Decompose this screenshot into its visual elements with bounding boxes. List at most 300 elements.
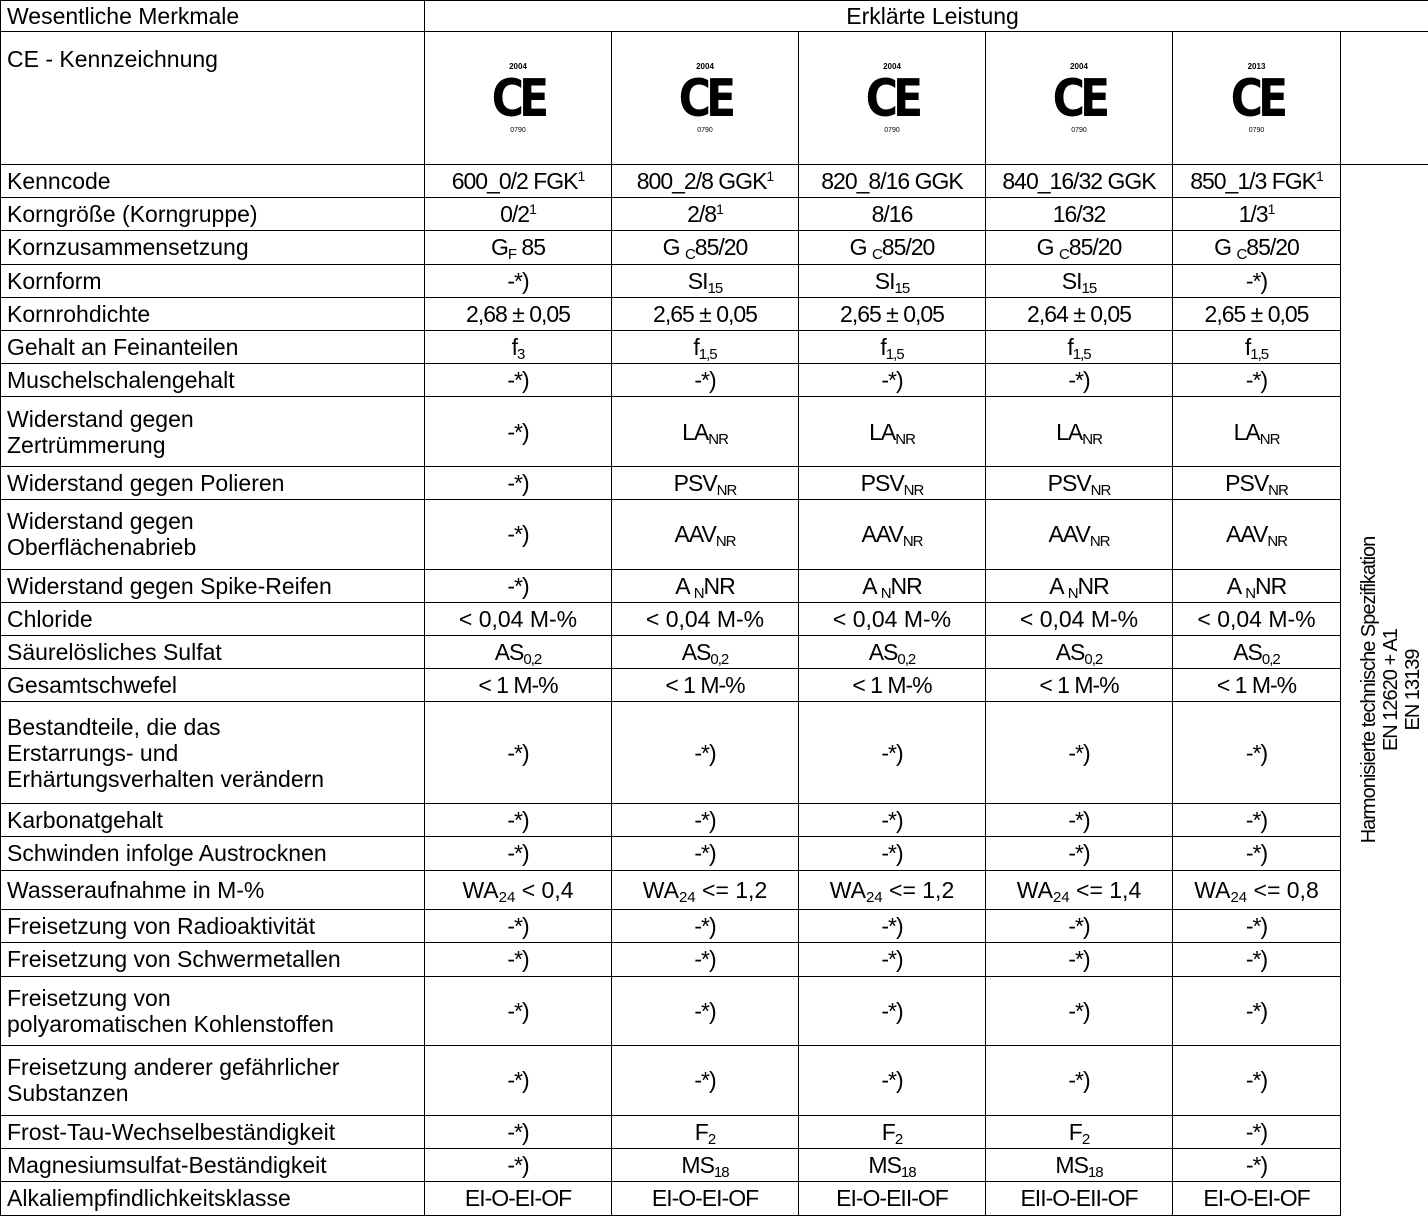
value-cell [1173, 1115, 1341, 1148]
value-text: f [512, 334, 517, 360]
value-text: WA [1194, 877, 1230, 903]
table-row [1, 837, 1428, 870]
value-subscript: 3 [517, 346, 524, 363]
value-text: -*) [1068, 740, 1089, 766]
value-text: -*) [881, 367, 902, 393]
ce-mark-year: 2013 [1248, 62, 1266, 72]
value-subscript: 18 [901, 1164, 916, 1181]
value-text: -*) [694, 946, 715, 972]
value-text: -*) [1246, 946, 1267, 972]
value-cell [1173, 364, 1341, 397]
value-subscript: 0,2 [1262, 651, 1280, 668]
value-cell [986, 1182, 1173, 1215]
value-text: AAV [1049, 521, 1090, 547]
value-cell [425, 804, 612, 837]
table-row [1, 943, 1428, 976]
value-text: -*) [1246, 913, 1267, 939]
value-cell [1173, 702, 1341, 804]
value-text: 16/32 [1053, 201, 1106, 227]
ce-mark-number: 0790 [1071, 126, 1087, 135]
value-text: 600_0/2 FGK [452, 168, 578, 194]
footnote-marker: 1 [1268, 201, 1275, 217]
value-cell [612, 231, 799, 264]
table-row [1, 1182, 1428, 1215]
value-subscript: N [881, 585, 891, 602]
row-label: Widerstand gegen Polieren [1, 466, 425, 499]
value-cell [612, 702, 799, 804]
value-cell [799, 569, 986, 602]
ce-label: CE - Kennzeichnung [1, 32, 425, 165]
value-cell [1173, 837, 1341, 870]
value-cell [986, 165, 1173, 198]
value-text: 2,65 ± 0,05 [1205, 301, 1309, 327]
value-cell [799, 231, 986, 264]
table-row [1, 910, 1428, 943]
value-text: WA [830, 877, 866, 903]
value-text: -*) [1246, 740, 1267, 766]
value-text: AAV [675, 521, 716, 547]
row-label: Widerstand gegen Spike-Reifen [1, 569, 425, 602]
row-label: Widerstand gegen Zertrümmerung [1, 397, 425, 467]
value-suffix: < 0,4 [515, 877, 573, 903]
value-subscript: 24 [866, 889, 883, 906]
value-cell [425, 636, 612, 669]
table-row [1, 165, 1428, 198]
value-cell [425, 500, 612, 570]
value-subscript: 15 [1082, 280, 1097, 297]
value-cell [425, 330, 612, 363]
value-cell [799, 943, 986, 976]
value-cell [612, 870, 799, 910]
ce-mark-cell [986, 32, 1173, 165]
value-text: < 0,04 M-% [1020, 606, 1138, 632]
ce-mark-year: 2004 [696, 62, 714, 72]
value-cell [612, 943, 799, 976]
value-cell [986, 1115, 1173, 1148]
value-text: < 1 M-% [1039, 672, 1118, 698]
value-text: -*) [507, 840, 528, 866]
row-label: Freisetzung von Radioaktivität [1, 910, 425, 943]
value-suffix: NR [704, 573, 735, 599]
value-cell [612, 910, 799, 943]
value-text: < 0,04 M-% [833, 606, 951, 632]
value-subscript: NR [1260, 431, 1280, 448]
row-label: Muschelschalengehalt [1, 364, 425, 397]
spec-line: EN 13139 [1402, 537, 1424, 844]
value-subscript: F [508, 246, 516, 263]
value-subscript: NR [708, 431, 728, 448]
value-text: -*) [507, 807, 528, 833]
value-cell [425, 264, 612, 297]
value-subscript: 18 [714, 1164, 729, 1181]
value-text: SI [1062, 268, 1082, 294]
value-subscript: 2 [708, 1131, 715, 1148]
value-text: -*) [507, 1067, 528, 1093]
value-text: f [1067, 334, 1072, 360]
ce-mark-cell [425, 32, 612, 165]
value-subscript: NR [1268, 482, 1288, 499]
value-cell [986, 1046, 1173, 1116]
value-text: MS [1055, 1152, 1088, 1178]
value-text: MS [868, 1152, 901, 1178]
value-cell [1173, 264, 1341, 297]
value-text: -*) [507, 470, 528, 496]
ce-mark-number: 0790 [1249, 126, 1265, 135]
value-text: -*) [1246, 840, 1267, 866]
value-cell [612, 804, 799, 837]
value-cell [1173, 569, 1341, 602]
value-text: WA [1017, 877, 1053, 903]
value-text: AAV [1226, 521, 1267, 547]
value-text: AS [1056, 639, 1085, 665]
row-label: Säurelösliches Sulfat [1, 636, 425, 669]
value-text: AS [495, 639, 524, 665]
value-cell [612, 1148, 799, 1181]
value-text: PSV [1225, 470, 1268, 496]
value-cell [799, 165, 986, 198]
value-text: < 1 M-% [478, 672, 557, 698]
value-subscript: 1,5 [886, 346, 904, 363]
value-text: -*) [694, 807, 715, 833]
value-cell [986, 870, 1173, 910]
value-subscript: 0,2 [523, 651, 541, 668]
value-cell [1173, 804, 1341, 837]
table-row [1, 1148, 1428, 1181]
value-subscript: NR [1091, 482, 1111, 499]
value-text: EI-O-EI-OF [465, 1185, 571, 1211]
value-subscript: NR [1090, 533, 1110, 550]
value-cell [1173, 1182, 1341, 1215]
footnote-marker: 1 [716, 201, 723, 217]
value-cell [799, 602, 986, 635]
ce-mark-number: 0790 [510, 126, 526, 135]
value-cell [1173, 602, 1341, 635]
value-text: WA [643, 877, 679, 903]
value-text: F [695, 1119, 708, 1145]
value-cell [799, 466, 986, 499]
value-cell [799, 1148, 986, 1181]
value-cell [425, 1182, 612, 1215]
value-cell [612, 1046, 799, 1116]
value-subscript: NR [716, 533, 736, 550]
value-cell [986, 669, 1173, 702]
value-subscript: 2 [895, 1131, 902, 1148]
value-suffix: <= 1,2 [696, 877, 768, 903]
table-row [1, 466, 1428, 499]
value-cell [612, 837, 799, 870]
row-label: Gehalt an Feinanteilen [1, 330, 425, 363]
value-cell [425, 943, 612, 976]
value-subscript: N [694, 585, 704, 602]
row-label: Kornform [1, 264, 425, 297]
value-text: SI [875, 268, 895, 294]
value-cell [1173, 231, 1341, 264]
row-label: Alkaliempfindlichkeitsklasse [1, 1182, 425, 1215]
table-row [1, 330, 1428, 363]
value-cell [425, 976, 612, 1046]
value-cell [799, 364, 986, 397]
value-text: MS [681, 1152, 714, 1178]
row-label: Kenncode [1, 165, 425, 198]
row-label: Widerstand gegen Oberflächenabrieb [1, 500, 425, 570]
value-cell [1173, 669, 1341, 702]
value-suffix: <= 1,2 [883, 877, 955, 903]
value-text: -*) [507, 740, 528, 766]
value-text: -*) [1246, 1119, 1267, 1145]
row-label: Freisetzung von polyaromatischen Kohlenstoffen [1, 976, 425, 1046]
harmonized-spec-text [1358, 537, 1424, 844]
ce-row [1, 32, 1428, 165]
value-cell [799, 669, 986, 702]
row-label: Bestandteile, die das Erstarrungs- und Erhärtungsverhalten verändern [1, 702, 425, 804]
ce-mark-logo: CE [866, 72, 918, 126]
value-text: -*) [507, 1152, 528, 1178]
value-text: 1/3 [1239, 201, 1268, 227]
value-text: -*) [507, 268, 528, 294]
value-text: G [663, 234, 685, 260]
value-text: -*) [1246, 367, 1267, 393]
row-label: Kornrohdichte [1, 297, 425, 330]
value-text: -*) [1068, 946, 1089, 972]
value-text: AS [1233, 639, 1262, 665]
value-text: 2/8 [687, 201, 716, 227]
value-cell [799, 636, 986, 669]
value-text: -*) [507, 367, 528, 393]
value-suffix: 85/20 [695, 234, 748, 260]
value-cell [986, 804, 1173, 837]
value-text: -*) [1068, 998, 1089, 1024]
value-cell [986, 702, 1173, 804]
value-text: -*) [694, 740, 715, 766]
value-cell [1173, 466, 1341, 499]
value-cell [425, 165, 612, 198]
value-text: f [693, 334, 698, 360]
value-cell [1173, 198, 1341, 231]
value-text: < 1 M-% [665, 672, 744, 698]
value-cell [986, 330, 1173, 363]
ce-mark-logo: CE [679, 72, 731, 126]
value-cell [425, 364, 612, 397]
value-cell [986, 910, 1173, 943]
value-cell [612, 636, 799, 669]
value-cell [986, 569, 1173, 602]
value-text: -*) [1068, 1067, 1089, 1093]
table-row [1, 1046, 1428, 1116]
value-cell [612, 466, 799, 499]
value-cell [612, 1115, 799, 1148]
value-text: PSV [674, 470, 717, 496]
value-cell [1173, 976, 1341, 1046]
ce-mark-number: 0790 [884, 126, 900, 135]
spec-line: EN 12620 + A1 [1380, 537, 1402, 844]
value-text: AS [682, 639, 711, 665]
value-text: -*) [1246, 807, 1267, 833]
header-row [1, 1, 1428, 32]
value-text: 2,65 ± 0,05 [840, 301, 944, 327]
value-text: < 0,04 M-% [646, 606, 764, 632]
value-suffix: 85/20 [882, 234, 935, 260]
value-text: A [675, 573, 693, 599]
value-text: PSV [1048, 470, 1091, 496]
value-cell [986, 837, 1173, 870]
value-cell [612, 397, 799, 467]
value-subscript: 2 [1082, 1131, 1089, 1148]
value-text: < 1 M-% [1217, 672, 1296, 698]
value-suffix: 85/20 [1069, 234, 1122, 260]
value-text: -*) [1246, 1067, 1267, 1093]
value-subscript: 1,5 [1250, 346, 1268, 363]
value-cell [986, 297, 1173, 330]
value-text: f [880, 334, 885, 360]
ce-mark-year: 2004 [1070, 62, 1088, 72]
value-text: -*) [694, 1067, 715, 1093]
value-cell [425, 602, 612, 635]
value-cell [799, 198, 986, 231]
ce-mark-icon [425, 39, 611, 157]
value-subscript: C [685, 246, 695, 263]
value-text: -*) [694, 840, 715, 866]
value-cell [1173, 297, 1341, 330]
value-cell [986, 1148, 1173, 1181]
value-subscript: 24 [1053, 889, 1070, 906]
value-suffix: 85 [516, 234, 545, 260]
value-subscript: 0,2 [1084, 651, 1102, 668]
value-cell [425, 569, 612, 602]
value-cell [1173, 330, 1341, 363]
value-text: -*) [694, 367, 715, 393]
ce-mark-year: 2004 [509, 62, 527, 72]
value-subscript: 24 [1230, 889, 1247, 906]
table-row [1, 804, 1428, 837]
value-cell [799, 297, 986, 330]
value-cell [612, 364, 799, 397]
value-text: LA [1234, 419, 1260, 445]
value-suffix: NR [891, 573, 922, 599]
value-text: -*) [881, 1067, 902, 1093]
row-label: Korngröße (Korngruppe) [1, 198, 425, 231]
value-text: LA [869, 419, 895, 445]
value-text: -*) [507, 1119, 528, 1145]
value-text: -*) [1068, 367, 1089, 393]
footnote-marker: 1 [1316, 168, 1323, 184]
value-text: < 0,04 M-% [1197, 606, 1315, 632]
value-text: -*) [881, 998, 902, 1024]
value-cell [986, 264, 1173, 297]
value-text: -*) [881, 913, 902, 939]
row-label: Freisetzung von Schwermetallen [1, 943, 425, 976]
value-text: -*) [507, 913, 528, 939]
value-cell [986, 397, 1173, 467]
value-cell [425, 837, 612, 870]
value-text: G [491, 234, 508, 260]
value-text: LA [1056, 419, 1082, 445]
value-cell [799, 397, 986, 467]
value-text: 2,65 ± 0,05 [653, 301, 757, 327]
value-cell [799, 910, 986, 943]
value-cell [1173, 870, 1341, 910]
value-cell [612, 1182, 799, 1215]
value-cell [425, 702, 612, 804]
value-cell [425, 231, 612, 264]
value-text: -*) [1246, 1152, 1267, 1178]
value-subscript: NR [904, 482, 924, 499]
value-text: F [882, 1119, 895, 1145]
value-cell [1173, 910, 1341, 943]
value-cell [799, 330, 986, 363]
table-row [1, 198, 1428, 231]
value-cell [986, 500, 1173, 570]
value-cell [986, 364, 1173, 397]
value-cell [986, 231, 1173, 264]
value-cell [986, 466, 1173, 499]
value-text: 850_1/3 FGK [1190, 168, 1316, 194]
value-text: -*) [881, 807, 902, 833]
value-text: -*) [1246, 998, 1267, 1024]
value-subscript: NR [1267, 533, 1287, 550]
value-cell [425, 1046, 612, 1116]
value-suffix: <= 0,8 [1247, 877, 1319, 903]
value-subscript: C [1059, 246, 1069, 263]
value-suffix: NR [1078, 573, 1109, 599]
value-cell [1173, 943, 1341, 976]
row-label: Freisetzung anderer gefährlicher Substanzen [1, 1046, 425, 1116]
value-cell [799, 500, 986, 570]
ce-mark-icon [612, 39, 798, 157]
ce-mark-number: 0790 [697, 126, 713, 135]
value-text: AS [869, 639, 898, 665]
value-text: 2,64 ± 0,05 [1027, 301, 1131, 327]
value-cell [612, 297, 799, 330]
table-row [1, 569, 1428, 602]
value-text: 0/2 [500, 201, 529, 227]
table-row [1, 636, 1428, 669]
value-cell [1173, 1148, 1341, 1181]
value-subscript: NR [903, 533, 923, 550]
value-text: LA [682, 419, 708, 445]
value-text: < 1 M-% [852, 672, 931, 698]
table-row [1, 297, 1428, 330]
value-text: AAV [862, 521, 903, 547]
value-subscript: NR [717, 482, 737, 499]
value-subscript: NR [895, 431, 915, 448]
value-suffix: 85/20 [1246, 234, 1299, 260]
footnote-marker: 1 [578, 168, 585, 184]
table-row [1, 669, 1428, 702]
row-label: Frost-Tau-Wechselbeständigkeit [1, 1115, 425, 1148]
value-text: PSV [861, 470, 904, 496]
value-text: A [1049, 573, 1067, 599]
value-text: -*) [507, 946, 528, 972]
value-subscript: 18 [1088, 1164, 1103, 1181]
value-text: SI [688, 268, 708, 294]
value-subscript: 24 [679, 889, 696, 906]
value-cell [986, 976, 1173, 1046]
row-label: Karbonatgehalt [1, 804, 425, 837]
value-subscript: NR [1082, 431, 1102, 448]
value-subscript: C [1236, 246, 1246, 263]
table-row [1, 264, 1428, 297]
footnote-marker: 1 [529, 201, 536, 217]
harmonized-spec-column [1341, 165, 1428, 1216]
value-text: F [1069, 1119, 1082, 1145]
value-suffix: <= 1,4 [1070, 877, 1142, 903]
spec-line: Harmonisierte technische Spezifikation [1358, 537, 1380, 844]
value-text: -*) [1068, 913, 1089, 939]
value-cell [986, 636, 1173, 669]
value-text: G [850, 234, 872, 260]
footnote-marker: 1 [766, 168, 773, 184]
value-cell [612, 198, 799, 231]
